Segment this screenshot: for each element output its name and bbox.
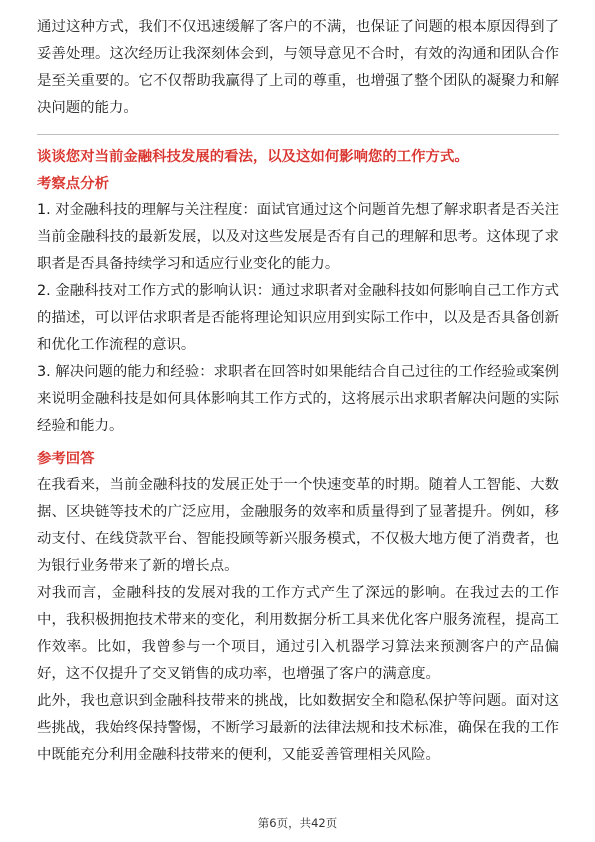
answer-heading: 参考回答 xyxy=(37,451,95,467)
answer-paragraph-2: 对我而言，金融科技的发展对我的工作方式产生了深远的影响。在我过去的工作中，我积极拥抱技术带来的变化，利用数据分析工具来优化客户服务流程，提高工作效率。比如，我曾参与一个项目，通过引入机器学习算法来预测客户的产品偏好，这不仅提升了交叉销售的成功率，也增强了客户的满意度。 xyxy=(37,585,559,682)
analysis-point-3: 3. 解决问题的能力和经验：求职者在回答时如果能结合自己过往的工作经验或案例来说明金融科技是如何具体影响其工作方式的，这将展示出求职者解决问题的实际经验和能力。 xyxy=(37,364,559,434)
page-number-footer: 第6页，共42页 xyxy=(257,816,338,830)
question-title: 谈谈您对当前金融科技发展的看法，以及这如何影响您的工作方式。 xyxy=(37,149,469,165)
section-divider xyxy=(37,134,559,135)
analysis-point-2: 2. 金融科技对工作方式的影响认识：通过求职者对金融科技如何影响自己工作方式的描述，可以评估求职者是否能将理论知识应用到实际工作中，以及是否具备创新和优化工作流程的意识。 xyxy=(37,283,559,353)
analysis-point-1: 1. 对金融科技的理解与关注程度：面试官通过这个问题首先想了解求职者是否关注当前金融科技的最新发展，以及对这些发展是否有自己的理解和思考。这体现了求职者是否具备持续学习和适应行业变化的能力。 xyxy=(37,202,559,272)
analysis-heading: 考察点分析 xyxy=(37,176,109,192)
intro-paragraph: 通过这种方式，我们不仅迅速缓解了客户的不满，也保证了问题的根本原因得到了妥善处理。这次经历让我深刻体会到，与领导意见不合时，有效的沟通和团队合作是至关重要的。它不仅帮助我赢得了上司的尊重，也增强了整个团队的凝聚力和解决问题的能力。 xyxy=(37,19,559,116)
answer-paragraph-1: 在我看来，当前金融科技的发展正处于一个快速变革的时期。随着人工智能、大数据、区块链等技术的广泛应用，金融服务的效率和质量得到了显著提升。例如，移动支付、在线贷款平台、智能投顾等新兴服务模式，不仅极大地方便了消费者，也为银行业务带来了新的增长点。 xyxy=(37,477,559,574)
document-page xyxy=(37,14,559,769)
answer-paragraph-3: 此外，我也意识到金融科技带来的挑战，比如数据安全和隐私保护等问题。面对这些挑战，我始终保持警惕，不断学习最新的法律法规和技术标准，确保在我的工作中既能充分利用金融科技带来的便利，又能妥善管理相关风险。 xyxy=(37,693,559,763)
